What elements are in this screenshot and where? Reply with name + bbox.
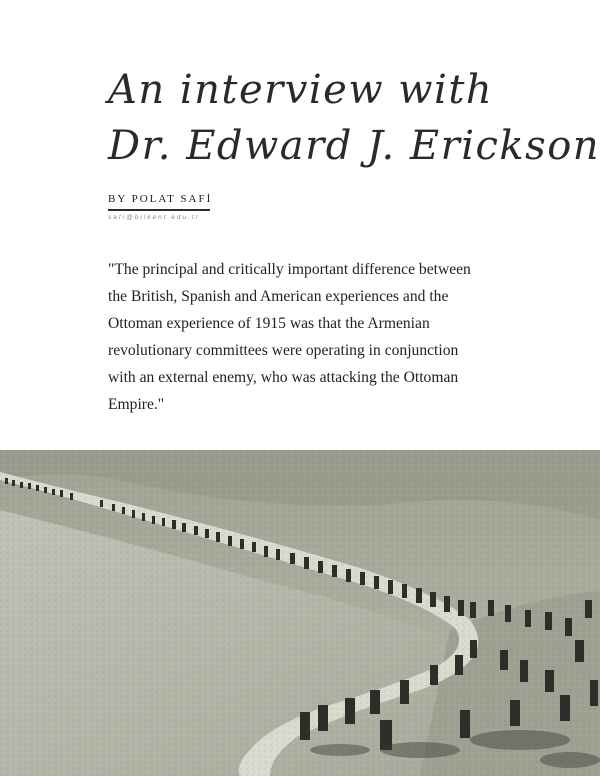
- byline: BY POLAT SAFİ: [108, 193, 213, 205]
- author-email: safi@bilkent.edu.tr: [108, 214, 200, 221]
- pull-quote: "The principal and critically important difference between the British, Spanish and American experiences and the Ottoman experience of 1915 was that the Armenian revolutionary committees were operating in conjunction with an external enemy, who was attacking the Ottoman Empire.": [108, 261, 471, 413]
- photo-illustration: [0, 450, 600, 776]
- article-title: [108, 62, 600, 174]
- title-line-2: Dr. Edward J. Erickson: [108, 123, 600, 169]
- title-line-1: An interview with: [108, 67, 494, 113]
- byline-rule: [108, 209, 210, 211]
- historical-photo: [0, 450, 600, 776]
